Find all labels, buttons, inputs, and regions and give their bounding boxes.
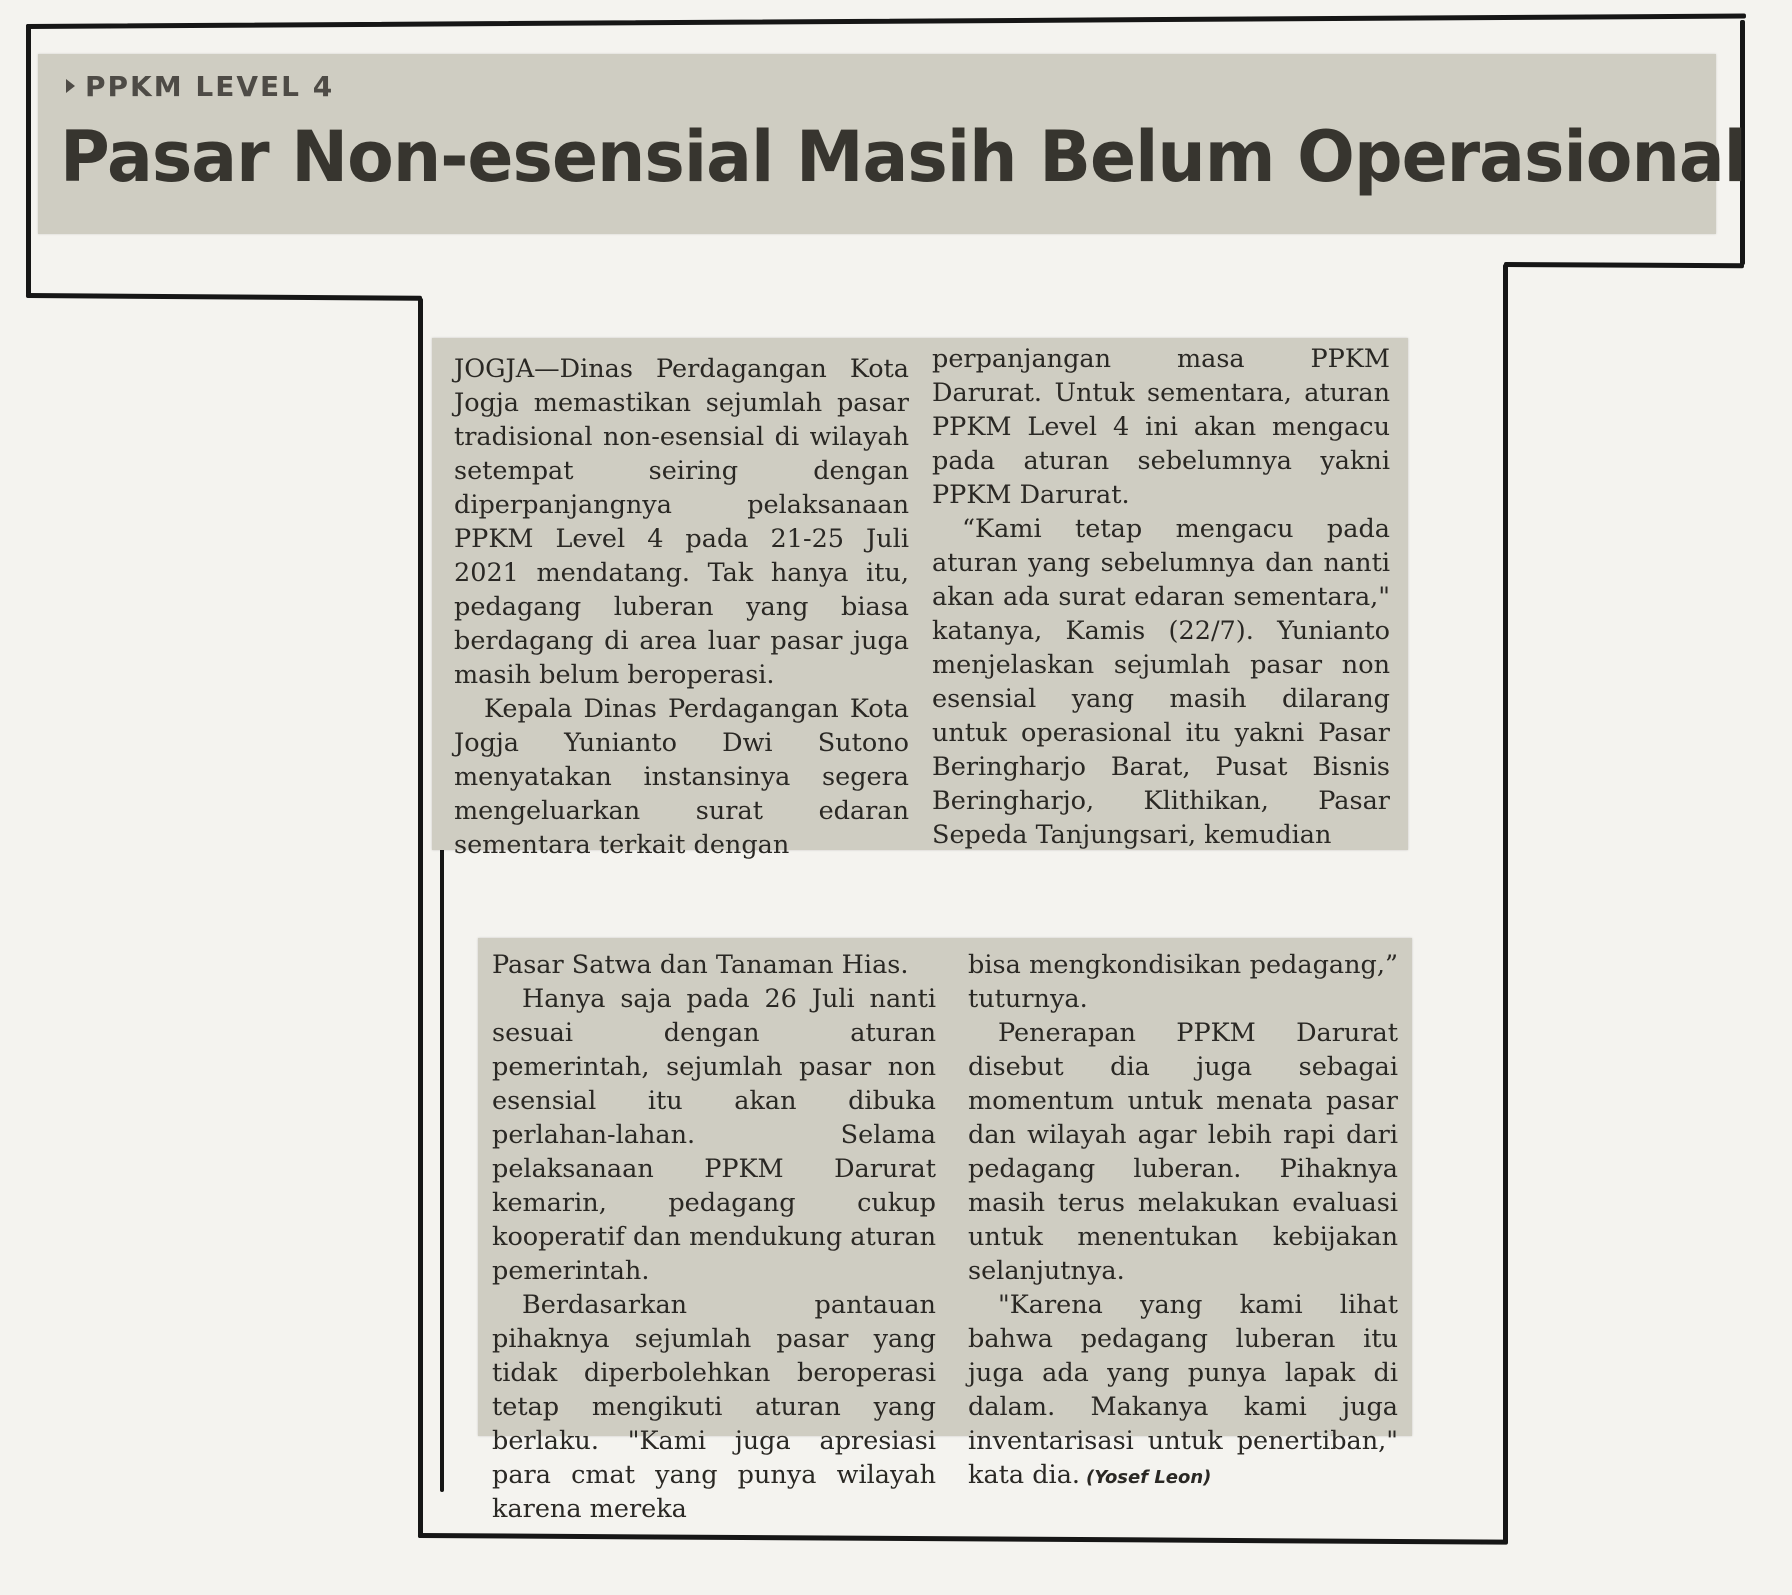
paragraph: perpanjangan masa PPKM Darurat. Untuk sementara, aturan PPKM Level 4 ini akan mengacu pada aturan sebelumnya yakni PPKM Darurat. (932, 344, 1390, 510)
frame-right-stem-line (1503, 264, 1508, 1544)
headline-clipping (38, 54, 1746, 234)
closing-quote-text: "Karena yang kami lihat bahwa pedagang luberan itu juga ada yang punya lapak di dalam. Makanya kami juga inventarisasi untuk penertiban," kata dia. (968, 1290, 1398, 1490)
paragraph: Pasar Satwa dan Tanaman Hias. (492, 950, 909, 980)
paragraph: JOGJA—Dinas Perdagangan Kota Jogja memastikan sejumlah pasar tradisional non-esensial di wilayah setempat seiring dengan diperpanjangnya pelaksanaan PPKM Level 4 pada 21-25 Juli 2021 mendatang. Tak hanya itu, pedagang luberan yang biasa berdagang di area luar pasar juga masih belum beroperasi. (454, 354, 909, 690)
byline: (Yosef Leon) (1086, 1467, 1212, 1488)
headline: Pasar Non-esensial Masih Belum Operasional (60, 116, 1746, 198)
clip1-right-column (932, 342, 1390, 852)
paragraph: Berdasarkan pantauan pihaknya sejumlah pasar yang tidak diperbolehkan beroperasi tetap mengikuti aturan yang berlaku. "Kami juga apresiasi para cmat yang punya wilayah karena mereka (492, 1290, 936, 1524)
paragraph: “Kami tetap mengacu pada aturan yang sebelumnya dan nanti akan ada surat edaran sementara," katanya, Kamis (22/7). Yunianto menjelaskan sejumlah pasar non esensial yang masih dilarang untuk operasional itu yakni Pasar Beringharjo Barat, Pusat Bisnis Beringharjo, Klithikan, Pasar Sepeda Tanjungsari, kemudian (932, 514, 1390, 850)
paragraph: Hanya saja pada 26 Juli nanti sesuai dengan aturan pemerintah, sejumlah pasar non esensial itu akan dibuka perlahan-lahan. Selama pelaksanaan PPKM Darurat kemarin, pedagang cukup kooperatif dan mendukung aturan pemerintah. (492, 984, 936, 1286)
section-kicker (66, 70, 334, 103)
clip1-left-column (454, 352, 909, 862)
frame-left-stem-line (418, 298, 423, 1538)
paragraph (968, 1288, 1398, 1495)
article-clipping-1 (432, 338, 1408, 860)
kicker-arrow-icon (66, 79, 75, 93)
paragraph: Kepala Dinas Perdagangan Kota Jogja Yunianto Dwi Sutono menyatakan instansinya segera mengeluarkan surat edaran sementara terkait dengan (454, 694, 909, 860)
clip2-left-column (492, 948, 936, 1526)
clip2-right-column (968, 948, 1398, 1495)
paragraph: bisa mengkondisikan pedagang,” tuturnya. (968, 950, 1398, 1014)
paragraph: Penerapan PPKM Darurat disebut dia juga sebagai momentum untuk menata pasar dan wilayah agar lebih rapi dari pedagang luberan. Pihaknya masih terus melakukan evaluasi untuk menentukan kebijakan selanjutnya. (968, 1018, 1398, 1286)
article-clipping-2 (478, 938, 1412, 1524)
frame-left-top-line (26, 24, 31, 296)
kicker-label: PPKM LEVEL 4 (85, 70, 335, 103)
